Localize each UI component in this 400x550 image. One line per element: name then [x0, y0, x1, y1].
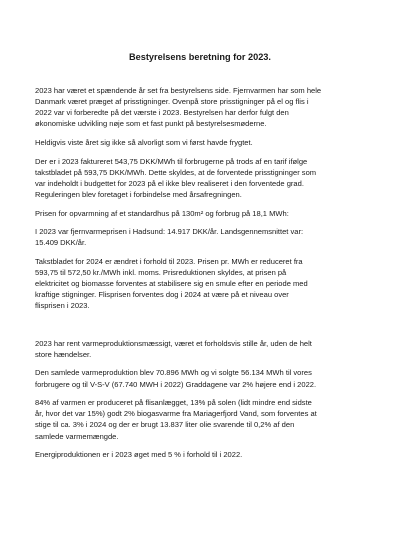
text-line: elektricitet og biomasse forventes at stabilisere sig en smule efter en periode med: [35, 279, 308, 289]
paragraph-invoiced-price: [35, 156, 370, 200]
text-line: Reguleringen blev foretaget i forbindelse med årsafregningen.: [35, 189, 242, 199]
text-line: store hændelser.: [35, 349, 92, 359]
text-line: 2023 har rent varmeproduktionsmæssigt, været et forholdsvis stille år, uden de helt: [35, 338, 312, 348]
text-line: Energiproduktionen er i 2023 øget med 5 % i forhold til i 2022.: [35, 450, 243, 460]
text-line: 593,75 til 572,50 kr./MWh inkl. moms. Prisreduktionen skyldes, at prisen på: [35, 268, 287, 278]
text-line: år, hvor det var 15%) godt 2% biogasvarme fra Mariagerfjord Vand, som forventes at: [35, 409, 317, 419]
paragraph-tariff-2024: [35, 256, 370, 311]
paragraph-energy-increase: [35, 449, 370, 460]
text-line: I 2023 var fjernvarmeprisen i Hadsund: 14.917 DKK/år. Landsgennemsnittet var:: [35, 227, 304, 237]
text-line: kraftige stigninger. Flisprisen forventes dog i 2024 at være på et niveau over: [35, 290, 289, 300]
text-line: Prisen for opvarmning af et standardhus på 130m² og forbrug på 18,1 MWh:: [35, 208, 289, 218]
text-line: flisprisen i 2023.: [35, 301, 90, 311]
paragraph-energy-sources: [35, 397, 370, 441]
paragraph-intro: [35, 85, 370, 129]
section-spacer: [35, 319, 370, 338]
text-line: Der er i 2023 faktureret 543,75 DKK/MWh til forbrugerne på trods af en tarif ifølge: [35, 156, 308, 166]
text-line: var indeholdt i budgettet for 2023 på el ikke blev realiseret i den forventede grad.: [35, 178, 304, 188]
paragraph-standard-house: [35, 208, 370, 219]
text-line: takstbladet på 593,75 DKK/MWh. Dette skyldes, at de forventede prisstigninger som: [35, 167, 317, 177]
paragraph-relief: [35, 137, 370, 148]
text-line: forbrugere og til V-S-V (67.740 MWH i 2022) Graddagene var 2% højere end i 2022.: [35, 379, 317, 389]
text-line: 2022 var vi forberedte på det værste i 2023. Bestyrelsen har derfor fulgt den: [35, 108, 289, 118]
text-line: Danmark været præget af prisstigninger. Ovenpå store prisstigninger på el og flis i: [35, 97, 309, 107]
text-line: samlede varmemængde.: [35, 431, 119, 441]
text-line: Heldigvis viste året sig ikke så alvorligt som vi først havde frygtet.: [35, 137, 253, 147]
text-line: stige til ca. 3% i 2024 og der er brugt 13.837 liter olie svarende til 0,2% af den: [35, 420, 295, 430]
paragraph-production-intro: [35, 338, 370, 360]
text-line: 15.409 DKK/år.: [35, 238, 87, 248]
paragraph-heating-price: [35, 226, 370, 248]
document-title: Bestyrelsens beretning for 2023.: [129, 52, 271, 62]
text-line: Takstbladet for 2024 er ændret i forhold til 2023. Prisen pr. MWh er reduceret fra: [35, 257, 303, 267]
text-line: Den samlede varmeproduktion blev 70.896 MWh og vi solgte 56.134 MWh til vores: [35, 368, 312, 378]
document-body: [35, 85, 370, 468]
paragraph-total-production: [35, 367, 370, 389]
text-line: økonomiske udvikling nøje som et fast punkt på bestyrelsesmøderne.: [35, 119, 267, 129]
text-line: 84% af varmen er produceret på flisanlægget, 13% på solen (lidt mindre end sidste: [35, 398, 312, 408]
text-line: 2023 har været et spændende år set fra bestyrelsens side. Fjernvarmen har som hele: [35, 86, 322, 95]
